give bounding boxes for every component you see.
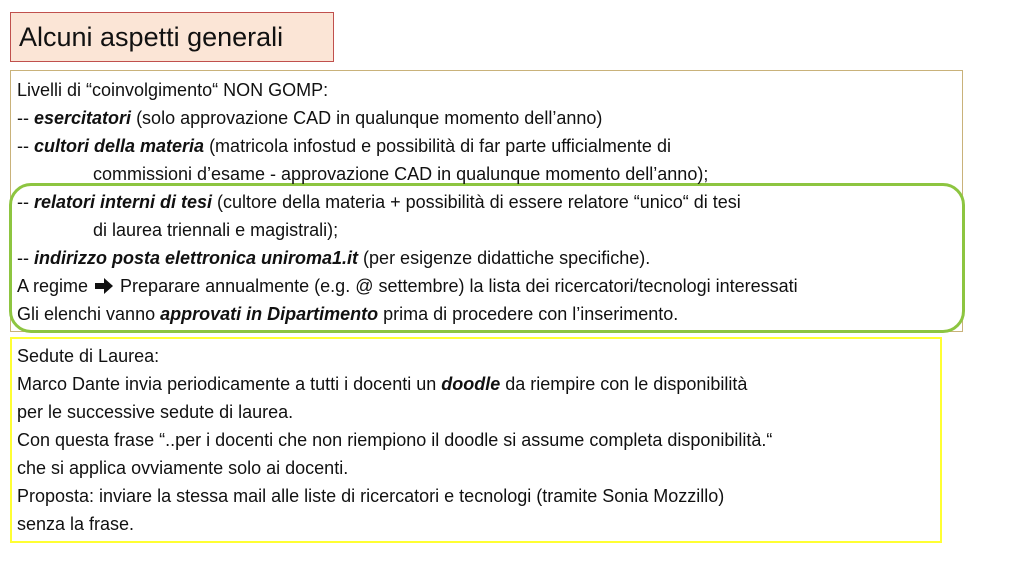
coinvolgimento-text [17, 76, 798, 328]
title-box [10, 12, 334, 62]
right-arrow-icon [95, 278, 113, 294]
text-line: Proposta: inviare la stessa mail alle liste di ricercatori e tecnologi (tramite Sonia Mozzillo) [17, 486, 725, 506]
emphasis: cultori della materia [34, 136, 205, 156]
text-line: Marco Dante invia periodicamente a tutti i docenti un doodle da riempire con le disponibilità [17, 374, 748, 394]
text-line: Livelli di “coinvolgimento“ NON GOMP: [17, 80, 329, 100]
text-line: di laurea triennali e magistrali); [93, 220, 339, 240]
text-line: commissioni d’esame - approvazione CAD in qualunque momento dell’anno); [93, 164, 709, 184]
emphasis: indirizzo posta elettronica uniroma1.it [34, 248, 359, 268]
text-line: Sedute di Laurea: [17, 346, 160, 366]
emphasis: approvati in Dipartimento [160, 304, 379, 324]
text-line: -- indirizzo posta elettronica uniroma1.it (per esigenze didattiche specifiche). [17, 248, 651, 268]
text-line: che si applica ovviamente solo ai docenti. [17, 458, 349, 478]
emphasis: relatori interni di tesi [34, 192, 213, 212]
emphasis: doodle [441, 374, 501, 394]
text-line: Gli elenchi vanno approvati in Dipartimento prima di procedere con l’inserimento. [17, 304, 679, 324]
text-line: -- relatori interni di tesi (cultore della materia + possibilità di essere relatore “unico“ di tesi [17, 192, 741, 212]
sedute-text [17, 342, 772, 538]
text-line: Con questa frase “..per i docenti che non riempiono il doodle si assume completa disponibilità.“ [17, 430, 773, 450]
emphasis: esercitatori [34, 108, 132, 128]
text-line: senza la frase. [17, 514, 135, 534]
text-line: -- cultori della materia (matricola infostud e possibilità di far parte ufficialmente di [17, 136, 671, 156]
text-line: A regime Preparare annualmente (e.g. @ settembre) la lista dei ricercatori/tecnologi interessati [17, 276, 798, 296]
text-line: -- esercitatori (solo approvazione CAD in qualunque momento dell’anno) [17, 108, 603, 128]
text-line: per le successive sedute di laurea. [17, 402, 294, 422]
slide-title: Alcuni aspetti generali [19, 21, 284, 52]
